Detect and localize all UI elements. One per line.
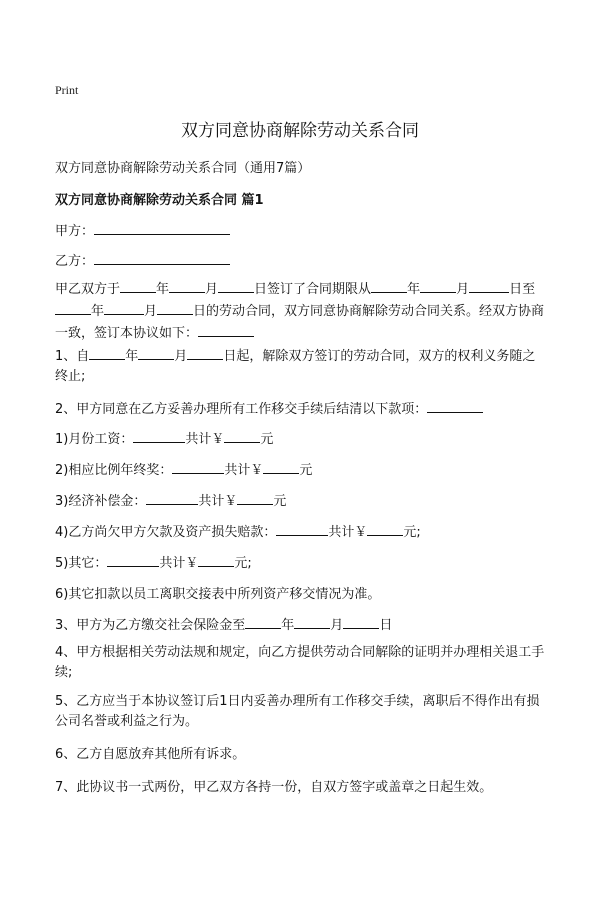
item-total-label: 共计￥: [328, 525, 368, 540]
print-label: Print: [55, 83, 79, 97]
intro-text: 日签订了合同期限从: [254, 282, 372, 297]
blank: [187, 345, 223, 360]
blank: [157, 300, 193, 315]
item-3: [55, 490, 555, 509]
item-label: 2)相应比例年终奖：: [55, 463, 173, 478]
intro-paragraph: [55, 278, 547, 344]
blank: [89, 345, 125, 360]
item-unit: 元;: [234, 556, 252, 571]
item-1: [55, 428, 555, 447]
blank: [146, 490, 198, 505]
item-unit: 元: [260, 432, 274, 447]
item-label: 5)其它：: [55, 556, 108, 571]
blank: [104, 300, 144, 315]
blank: [169, 278, 205, 293]
party-a-label: 甲方：: [55, 224, 95, 239]
blank: [120, 278, 156, 293]
clause-2-text: 2、甲方同意在乙方妥善办理所有工作移交手续后结清以下款项：: [55, 402, 428, 417]
item-label: 1)月份工资：: [55, 432, 134, 447]
item-label: 3)经济补偿金：: [55, 494, 147, 509]
intro-text: 年: [156, 282, 170, 297]
clause-3-text: 年: [281, 618, 295, 633]
intro-text: 月: [456, 282, 470, 297]
clause-3-text: 月: [330, 618, 344, 633]
item-2: [55, 459, 555, 478]
intro-text: 甲乙双方于: [55, 282, 121, 297]
blank: [343, 614, 379, 629]
blank: [371, 278, 407, 293]
blank: [276, 521, 328, 536]
blank: [294, 614, 330, 629]
blank: [245, 614, 281, 629]
party-b-blank: [94, 250, 230, 265]
document-subtitle: 双方同意协商解除劳动关系合同（通用7篇）: [55, 161, 311, 176]
blank: [367, 521, 403, 536]
clause-7: 7、此协议书一式两份，甲乙双方各持一份，自双方签字或盖章之日起生效。: [55, 780, 493, 795]
clause-3-text: 日: [379, 618, 393, 633]
blank: [198, 552, 234, 567]
clause-1-text: 年: [125, 349, 139, 364]
section-heading: 双方同意协商解除劳动关系合同 篇1: [55, 193, 264, 208]
clause-1-text: 月: [174, 349, 188, 364]
item-unit: 元: [273, 494, 287, 509]
clause-3: [55, 614, 555, 633]
item-6: 6)其它扣款以员工离职交接表中所列资产移交情况为准。: [55, 587, 381, 602]
party-a-blank: [94, 220, 230, 235]
item-total-label: 共计￥: [198, 494, 238, 509]
clause-6: 6、乙方自愿放弃其他所有诉求。: [55, 747, 246, 762]
blank: [218, 278, 254, 293]
blank: [55, 300, 91, 315]
clause-1-text: 1、自: [55, 349, 90, 364]
blank: [133, 428, 185, 443]
item-total-label: 共计￥: [185, 432, 225, 447]
item-label: 4)乙方尚欠甲方欠款及资产损失赔款：: [55, 525, 277, 540]
intro-text: 年: [91, 304, 105, 319]
item-unit: 元;: [403, 525, 421, 540]
party-b-line: [55, 250, 555, 269]
document-title: 双方同意协商解除劳动关系合同: [181, 121, 419, 141]
clause-1: [55, 345, 547, 387]
item-5: [55, 552, 555, 571]
item-total-label: 共计￥: [159, 556, 199, 571]
item-total-label: 共计￥: [224, 463, 264, 478]
intro-text: 月: [205, 282, 219, 297]
intro-text: 日的劳动合同，双方同意协商解除劳动合同关系。经双方协商一致，签订本协议如下：: [55, 304, 545, 341]
blank: [107, 552, 159, 567]
blank: [138, 345, 174, 360]
intro-text: 日至: [509, 282, 536, 297]
clause-2: [55, 398, 555, 417]
blank: [420, 278, 456, 293]
item-unit: 元: [299, 463, 313, 478]
clause-1-text: 日起，解除双方签订的劳动合同，双方的权利义务随之终止;: [55, 349, 536, 384]
blank: [224, 428, 260, 443]
clause-4: 4、甲方根据相关劳动法规和规定，向乙方提供劳动合同解除的证明并办理相关退工手续;: [55, 645, 545, 680]
blank: [237, 490, 273, 505]
item-4: [55, 521, 555, 540]
clause-5: 5、乙方应当于本协议签订后1日内妥善办理所有工作移交手续，离职后不得作出有损公司名誉或利益之行为。: [55, 694, 540, 729]
intro-text: 年: [407, 282, 421, 297]
clause-3-text: 3、甲方为乙方缴交社会保险金至: [55, 618, 246, 633]
intro-text: 月: [144, 304, 158, 319]
blank: [263, 459, 299, 474]
party-b-label: 乙方：: [55, 254, 95, 269]
blank: [469, 278, 509, 293]
party-a-line: [55, 220, 555, 239]
blank: [172, 459, 224, 474]
blank: [427, 398, 483, 413]
blank: [198, 322, 254, 337]
